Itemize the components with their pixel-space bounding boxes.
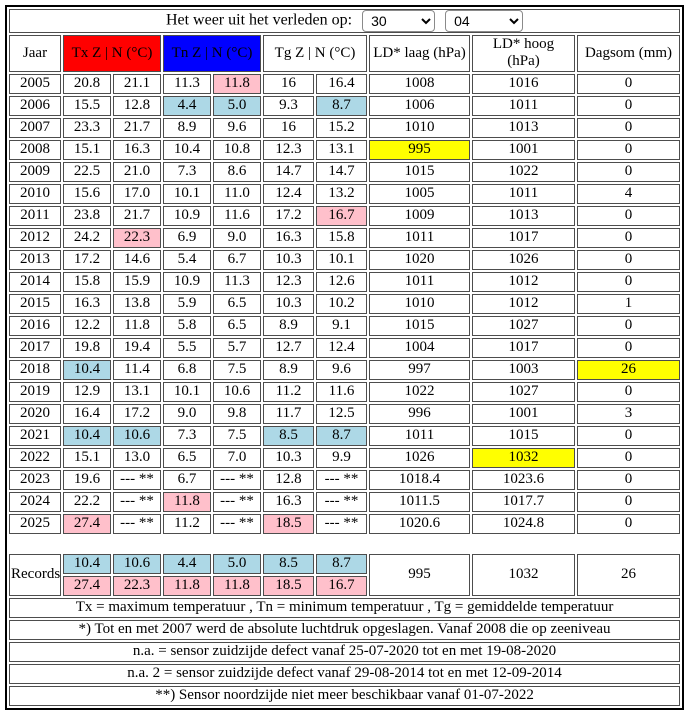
page-title: Het weer uit het verleden op: [165, 11, 353, 29]
table-row [9, 316, 680, 336]
record-min-cell: 8.7 [316, 554, 367, 574]
value-cell: 27.4 [63, 514, 111, 534]
year-cell: 2007 [9, 118, 61, 138]
value-cell: 12.4 [316, 338, 367, 358]
value-cell: 11.0 [213, 184, 261, 204]
col-header-ld-hoog: LD* hoog (hPa) [472, 35, 575, 72]
record-max-cell: 16.7 [316, 576, 367, 596]
value-cell: 995 [369, 140, 470, 160]
value-cell: 10.8 [213, 140, 261, 160]
value-cell: 12.9 [63, 382, 111, 402]
value-cell: 16.3 [263, 228, 314, 248]
value-cell: 14.7 [263, 162, 314, 182]
value-cell: 22.2 [63, 492, 111, 512]
year-cell: 2025 [9, 514, 61, 534]
value-cell: 1017 [472, 338, 575, 358]
value-cell: 1001 [472, 404, 575, 424]
value-cell: 1 [577, 294, 680, 314]
value-cell: 1022 [472, 162, 575, 182]
value-cell: 22.3 [113, 228, 161, 248]
year-cell: 2017 [9, 338, 61, 358]
value-cell: 11.4 [113, 360, 161, 380]
month-select[interactable] [445, 10, 523, 32]
value-cell: 10.4 [63, 360, 111, 380]
value-cell: 0 [577, 250, 680, 270]
table-row [9, 184, 680, 204]
col-header-tn-min: Tn Z | N (°C) [163, 35, 261, 72]
value-cell: 9.6 [316, 360, 367, 380]
value-cell: 9.0 [163, 404, 211, 424]
value-cell: 11.6 [316, 382, 367, 402]
year-cell: 2023 [9, 470, 61, 490]
col-header-dagsom: Dagsom (mm) [577, 35, 680, 72]
value-cell: 1004 [369, 338, 470, 358]
year-cell: 2018 [9, 360, 61, 380]
value-cell: 1022 [369, 382, 470, 402]
table-row [9, 426, 680, 446]
year-cell: 2012 [9, 228, 61, 248]
value-cell: 1011 [369, 228, 470, 248]
table-row [9, 272, 680, 292]
value-cell: 0 [577, 492, 680, 512]
value-cell: 0 [577, 140, 680, 160]
value-cell: --- ** [316, 492, 367, 512]
value-cell: 5.0 [213, 96, 261, 116]
year-cell: 2006 [9, 96, 61, 116]
value-cell: 19.4 [113, 338, 161, 358]
value-cell: 21.1 [113, 74, 161, 94]
value-cell: 6.5 [213, 294, 261, 314]
value-cell: 12.3 [263, 140, 314, 160]
record-dagsom: 26 [577, 554, 680, 596]
value-cell: 5.9 [163, 294, 211, 314]
value-cell: 1015 [369, 316, 470, 336]
value-cell: 13.8 [113, 294, 161, 314]
year-cell: 2008 [9, 140, 61, 160]
value-cell: 20.8 [63, 74, 111, 94]
record-max-cell: 27.4 [63, 576, 111, 596]
value-cell: 10.3 [263, 294, 314, 314]
table-row [9, 360, 680, 380]
record-min-cell: 5.0 [213, 554, 261, 574]
header-row [9, 35, 680, 72]
value-cell: 8.5 [263, 426, 314, 446]
value-cell: 21.0 [113, 162, 161, 182]
value-cell: 1020.6 [369, 514, 470, 534]
value-cell: 23.8 [63, 206, 111, 226]
value-cell: 10.3 [263, 250, 314, 270]
value-cell: 26 [577, 360, 680, 380]
value-cell: 1011 [472, 96, 575, 116]
table-row [9, 382, 680, 402]
value-cell: 13.2 [316, 184, 367, 204]
value-cell: 1024.8 [472, 514, 575, 534]
value-cell: 17.2 [63, 250, 111, 270]
value-cell: 23.3 [63, 118, 111, 138]
value-cell: 8.9 [263, 360, 314, 380]
value-cell: 0 [577, 118, 680, 138]
record-min-cell: 4.4 [163, 554, 211, 574]
year-cell: 2015 [9, 294, 61, 314]
table-row [9, 492, 680, 512]
value-cell: 7.5 [213, 426, 261, 446]
value-cell: 1032 [472, 448, 575, 468]
value-cell: 9.0 [213, 228, 261, 248]
footnote-row [9, 598, 680, 618]
year-cell: 2005 [9, 74, 61, 94]
record-ld-hoog: 1032 [472, 554, 575, 596]
title-row [9, 9, 680, 33]
footnote-row [9, 642, 680, 662]
value-cell: 997 [369, 360, 470, 380]
value-cell: 0 [577, 206, 680, 226]
record-min-cell: 10.4 [63, 554, 111, 574]
value-cell: 9.1 [316, 316, 367, 336]
value-cell: 9.8 [213, 404, 261, 424]
value-cell: --- ** [213, 470, 261, 490]
col-header-ld-laag: LD* laag (hPa) [369, 35, 470, 72]
value-cell: 21.7 [113, 206, 161, 226]
value-cell: 0 [577, 514, 680, 534]
value-cell: 12.8 [263, 470, 314, 490]
value-cell: 7.3 [163, 162, 211, 182]
value-cell: 18.5 [263, 514, 314, 534]
value-cell: 9.9 [316, 448, 367, 468]
value-cell: --- ** [316, 470, 367, 490]
table-row [9, 294, 680, 314]
table-row [9, 96, 680, 116]
value-cell: 1017 [472, 228, 575, 248]
value-cell: 1016 [472, 74, 575, 94]
value-cell: 10.4 [163, 140, 211, 160]
value-cell: 15.1 [63, 448, 111, 468]
value-cell: 1027 [472, 316, 575, 336]
footnote-row [9, 620, 680, 640]
col-header-tg-avg: Tg Z | N (°C) [263, 35, 367, 72]
records-label: Records [9, 554, 61, 596]
value-cell: 7.5 [213, 360, 261, 380]
value-cell: 16 [263, 118, 314, 138]
value-cell: 8.7 [316, 96, 367, 116]
table-row [9, 404, 680, 424]
table-row [9, 228, 680, 248]
value-cell: 0 [577, 448, 680, 468]
year-cell: 2016 [9, 316, 61, 336]
value-cell: 10.9 [163, 206, 211, 226]
value-cell: --- ** [316, 514, 367, 534]
value-cell: 6.7 [213, 250, 261, 270]
year-cell: 2020 [9, 404, 61, 424]
value-cell: 1013 [472, 118, 575, 138]
value-cell: 24.2 [63, 228, 111, 248]
value-cell: --- ** [113, 492, 161, 512]
value-cell: 8.9 [163, 118, 211, 138]
table-row [9, 162, 680, 182]
year-cell: 2010 [9, 184, 61, 204]
record-max-cell: 22.3 [113, 576, 161, 596]
value-cell: 1023.6 [472, 470, 575, 490]
value-cell: 1017.7 [472, 492, 575, 512]
value-cell: 21.7 [113, 118, 161, 138]
table-row [9, 514, 680, 534]
value-cell: 16.3 [263, 492, 314, 512]
value-cell: 15.9 [113, 272, 161, 292]
value-cell: 11.8 [213, 74, 261, 94]
value-cell: 17.0 [113, 184, 161, 204]
col-header-jaar: Jaar [9, 35, 61, 72]
table-row [9, 118, 680, 138]
value-cell: 1026 [472, 250, 575, 270]
value-cell: 10.6 [213, 382, 261, 402]
value-cell: 6.9 [163, 228, 211, 248]
table-row [9, 206, 680, 226]
value-cell: 11.7 [263, 404, 314, 424]
value-cell: 1012 [472, 294, 575, 314]
day-select[interactable] [362, 10, 435, 32]
value-cell: 15.6 [63, 184, 111, 204]
value-cell: 1026 [369, 448, 470, 468]
footnote-sensor-2020: n.a. = sensor zuidzijde defect vanaf 25-07-2020 tot en met 19-08-2020 [9, 642, 680, 662]
value-cell: 9.6 [213, 118, 261, 138]
year-cell: 2024 [9, 492, 61, 512]
year-cell: 2011 [9, 206, 61, 226]
value-cell: 1013 [472, 206, 575, 226]
record-min-cell: 8.5 [263, 554, 314, 574]
table-row [9, 338, 680, 358]
value-cell: --- ** [113, 514, 161, 534]
footnote-row [9, 664, 680, 684]
col-header-tx-max: Tx Z | N (°C) [63, 35, 161, 72]
value-cell: 0 [577, 470, 680, 490]
value-cell: 14.6 [113, 250, 161, 270]
value-cell: 0 [577, 162, 680, 182]
value-cell: 0 [577, 272, 680, 292]
record-max-cell: 18.5 [263, 576, 314, 596]
value-cell: 11.6 [213, 206, 261, 226]
value-cell: --- ** [213, 492, 261, 512]
record-max-cell: 11.8 [213, 576, 261, 596]
value-cell: 15.5 [63, 96, 111, 116]
value-cell: 22.5 [63, 162, 111, 182]
value-cell: 16 [263, 74, 314, 94]
value-cell: 1009 [369, 206, 470, 226]
year-cell: 2022 [9, 448, 61, 468]
value-cell: 9.3 [263, 96, 314, 116]
value-cell: 16.4 [316, 74, 367, 94]
table-row [9, 250, 680, 270]
record-ld-laag: 995 [369, 554, 470, 596]
value-cell: 16.4 [63, 404, 111, 424]
value-cell: 996 [369, 404, 470, 424]
value-cell: 0 [577, 426, 680, 446]
value-cell: 0 [577, 96, 680, 116]
value-cell: 11.3 [213, 272, 261, 292]
value-cell: 5.5 [163, 338, 211, 358]
value-cell: 6.5 [163, 448, 211, 468]
footnote-row [9, 686, 680, 706]
value-cell: 1011 [369, 426, 470, 446]
value-cell: 15.8 [63, 272, 111, 292]
value-cell: 4.4 [163, 96, 211, 116]
records-row-min [9, 554, 680, 574]
value-cell: 6.5 [213, 316, 261, 336]
value-cell: 8.7 [316, 426, 367, 446]
value-cell: 17.2 [263, 206, 314, 226]
value-cell: 11.8 [163, 492, 211, 512]
value-cell: 0 [577, 228, 680, 248]
value-cell: 19.8 [63, 338, 111, 358]
record-max-cell: 11.8 [163, 576, 211, 596]
value-cell: 13.1 [113, 382, 161, 402]
value-cell: 17.2 [113, 404, 161, 424]
value-cell: 0 [577, 74, 680, 94]
table-row [9, 470, 680, 490]
footnote-legend: Tx = maximum temperatuur , Tn = minimum temperatuur , Tg = gemiddelde temperatuur [9, 598, 680, 618]
value-cell: 12.3 [263, 272, 314, 292]
value-cell: 12.8 [113, 96, 161, 116]
year-cell: 2014 [9, 272, 61, 292]
value-cell: 1006 [369, 96, 470, 116]
value-cell: 1012 [472, 272, 575, 292]
value-cell: 16.3 [113, 140, 161, 160]
value-cell: 11.3 [163, 74, 211, 94]
spacer-cell [9, 536, 680, 552]
value-cell: 5.8 [163, 316, 211, 336]
value-cell: --- ** [113, 470, 161, 490]
value-cell: 10.6 [113, 426, 161, 446]
value-cell: 10.3 [263, 448, 314, 468]
footnote-pressure: *) Tot en met 2007 werd de absolute luchtdruk opgeslagen. Vanaf 2008 die op zeeniveau [9, 620, 680, 640]
record-min-cell: 10.6 [113, 554, 161, 574]
value-cell: 10.2 [316, 294, 367, 314]
footnote-sensor-north: **) Sensor noordzijde niet meer beschikbaar vanaf 01-07-2022 [9, 686, 680, 706]
value-cell: 1010 [369, 118, 470, 138]
value-cell: 12.7 [263, 338, 314, 358]
weather-history-table [5, 5, 684, 710]
value-cell: 11.2 [163, 514, 211, 534]
value-cell: 1005 [369, 184, 470, 204]
value-cell: 1020 [369, 250, 470, 270]
value-cell: 13.1 [316, 140, 367, 160]
value-cell: 8.6 [213, 162, 261, 182]
title-cell [9, 9, 680, 33]
value-cell: 12.6 [316, 272, 367, 292]
value-cell: 3 [577, 404, 680, 424]
value-cell: 1010 [369, 294, 470, 314]
table-row [9, 140, 680, 160]
value-cell: 1018.4 [369, 470, 470, 490]
value-cell: 15.1 [63, 140, 111, 160]
value-cell: 16.7 [316, 206, 367, 226]
value-cell: 8.9 [263, 316, 314, 336]
value-cell: 10.1 [163, 382, 211, 402]
year-cell: 2019 [9, 382, 61, 402]
value-cell: 7.0 [213, 448, 261, 468]
year-cell: 2009 [9, 162, 61, 182]
year-rows [9, 74, 680, 534]
value-cell: 10.1 [163, 184, 211, 204]
value-cell: 1011 [369, 272, 470, 292]
value-cell: 4 [577, 184, 680, 204]
value-cell: 6.7 [163, 470, 211, 490]
table-row [9, 74, 680, 94]
value-cell: 13.0 [113, 448, 161, 468]
value-cell: 0 [577, 338, 680, 358]
value-cell: 12.5 [316, 404, 367, 424]
value-cell: 1008 [369, 74, 470, 94]
value-cell: 7.3 [163, 426, 211, 446]
value-cell: 15.2 [316, 118, 367, 138]
value-cell: 11.8 [113, 316, 161, 336]
footnote-sensor-2014: n.a. 2 = sensor zuidzijde defect vanaf 29-08-2014 tot en met 12-09-2014 [9, 664, 680, 684]
value-cell: 10.9 [163, 272, 211, 292]
value-cell: 15.8 [316, 228, 367, 248]
value-cell: 1015 [369, 162, 470, 182]
value-cell: 12.2 [63, 316, 111, 336]
value-cell: 6.8 [163, 360, 211, 380]
spacer-row [9, 536, 680, 552]
value-cell: 12.4 [263, 184, 314, 204]
value-cell: 5.4 [163, 250, 211, 270]
value-cell: 1001 [472, 140, 575, 160]
value-cell: 1003 [472, 360, 575, 380]
value-cell: 0 [577, 316, 680, 336]
value-cell: 16.3 [63, 294, 111, 314]
value-cell: 5.7 [213, 338, 261, 358]
value-cell: --- ** [213, 514, 261, 534]
value-cell: 10.1 [316, 250, 367, 270]
value-cell: 1011.5 [369, 492, 470, 512]
value-cell: 1027 [472, 382, 575, 402]
value-cell: 1011 [472, 184, 575, 204]
table-row [9, 448, 680, 468]
value-cell: 0 [577, 382, 680, 402]
year-cell: 2021 [9, 426, 61, 446]
year-cell: 2013 [9, 250, 61, 270]
value-cell: 1015 [472, 426, 575, 446]
value-cell: 14.7 [316, 162, 367, 182]
value-cell: 19.6 [63, 470, 111, 490]
value-cell: 10.4 [63, 426, 111, 446]
value-cell: 11.2 [263, 382, 314, 402]
